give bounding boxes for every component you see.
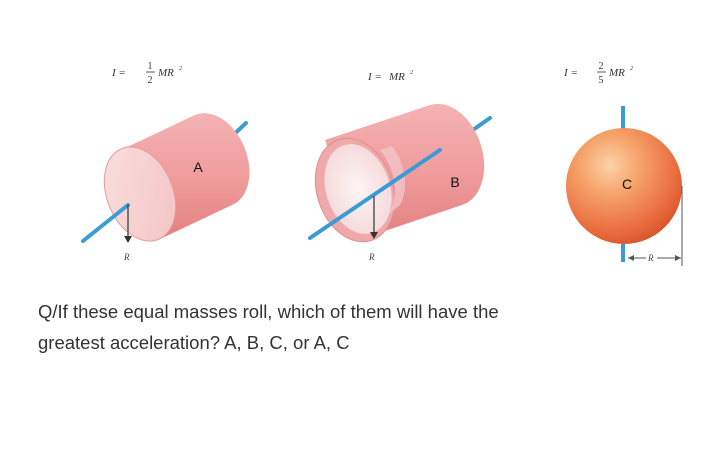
question-line-1: Q/If these equal masses roll, which of them will have the (38, 301, 499, 322)
formula-b-lhs: I = (368, 71, 382, 83)
formula-c-lhs: I = (564, 67, 578, 79)
formula-b-exponent: 2 (410, 70, 413, 76)
radius-label-c: R (648, 253, 654, 263)
radius-dim-left-arrowhead-c (628, 255, 634, 261)
question-line-2: greatest acceleration? A, B, C, or A, C (38, 332, 350, 353)
formula-b (367, 70, 413, 83)
formula-a-numerator: 1 (147, 61, 153, 72)
solid-sphere-c (566, 106, 682, 266)
label-c: C (621, 176, 633, 192)
formula-b-rhs: MR (389, 71, 405, 83)
label-a: A (193, 159, 203, 175)
formula-c-exponent: 2 (630, 66, 633, 72)
formula-c (563, 61, 633, 86)
radius-label-a: R (124, 252, 130, 262)
formula-c-rhs: MR (609, 67, 625, 79)
formula-a-rhs: MR (158, 67, 174, 79)
formula-c-numerator: 2 (598, 61, 604, 72)
formula-a-exponent: 2 (179, 66, 182, 72)
radius-dim-right-arrowhead-c (675, 255, 681, 261)
question-text (38, 296, 698, 358)
formula-a-denominator: 2 (147, 75, 153, 86)
radius-arrowhead-a (124, 236, 132, 243)
solid-cylinder-a (83, 113, 249, 262)
formula-a (111, 61, 182, 86)
label-b: B (450, 174, 460, 190)
hollow-cylinder-b (302, 104, 490, 262)
radius-label-b: R (369, 252, 375, 262)
formula-c-denominator: 5 (598, 75, 604, 86)
formula-a-lhs: I = (112, 67, 126, 79)
